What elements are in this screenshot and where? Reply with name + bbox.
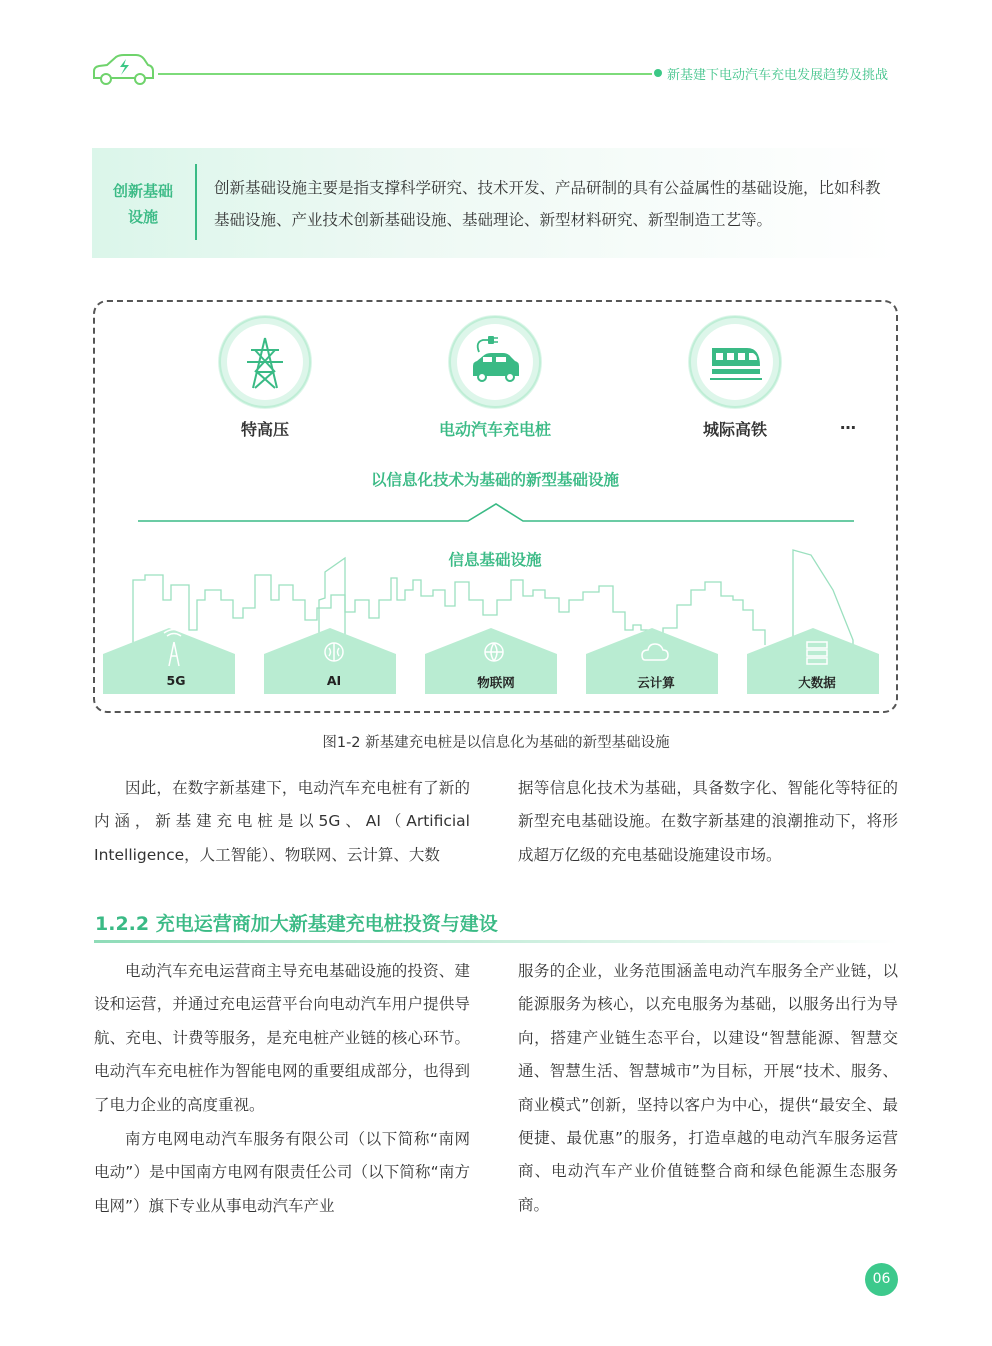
label-uhv: 特高压 [240, 420, 289, 439]
new-infrastructure-label: 以信息化技术为基础的新型基础设施 [370, 471, 619, 489]
header-rule [158, 73, 652, 75]
running-header-title: 新基建下电动汽车充电发展趋势及挑战 [667, 68, 889, 83]
definition-separator [195, 164, 197, 240]
paragraph-2-left-2: 南方电网电动汽车服务有限公司（以下简称“南网电动”）是中国南方电网有限责任公司（以下简称“南方电网”）旗下专业从事电动汽车产业 [94, 1130, 470, 1215]
house-label-ai: AI [326, 673, 342, 688]
header-bullet [654, 69, 662, 77]
section-heading: 1.2.2 充电运营商加大新基建充电桩投资与建设 [95, 913, 498, 935]
page-number: 06 [865, 1263, 898, 1296]
divider-peak-line [138, 504, 854, 521]
electric-car-icon [90, 52, 156, 88]
figure-caption: 图1-2 新基建充电桩是以信息化为基础的新型基础设施 [322, 735, 670, 751]
paragraph-1-right: 据等信息化技术为基础，具备数字化、智能化等特征的新型充电基础设施。在数字新基建的浪潮推动下，将形成超万亿级的充电基础设施建设市场。 [518, 779, 898, 864]
paragraph-2-right: 服务的企业，业务范围涵盖电动汽车服务全产业链，以能源服务为核心，以充电服务为基础，以服务出行为导向，搭建产业链生态平台，以建设“智慧能源、智慧交通、智慧生活、智慧城市”为目标，开展“技术、服务、商业模式”创新，坚持以客户为中心，提供“最安全、最便捷、最优惠”的服务，打造卓越的电动汽车服务运营商、电动汽车产业价值链整合商和绿色能源生态服务商。 [518, 962, 898, 1214]
label-intercity-rail: 城际高铁 [702, 420, 767, 439]
definition-term: 创新基础设施 [112, 182, 173, 226]
section-underline [94, 940, 898, 943]
house-label-iot: 物联网 [477, 675, 515, 690]
house-label-5g: 5G [166, 673, 186, 688]
house-label-bigdata: 大数据 [798, 675, 836, 690]
paragraph-1-left: 因此，在数字新基建下，电动汽车充电桩有了新的内涵，新基建充电桩是以5G、AI（Artificial Intelligence，人工智能）、物联网、云计算、大数 [94, 779, 470, 864]
figure-illustration [93, 300, 899, 714]
label-ellipsis: … [840, 414, 856, 433]
paragraph-2-left-1: 电动汽车充电运营商主导充电基础设施的投资、建设和运营，并通过充电运营平台向电动汽车用户提供导航、充电、计费等服务，是充电桩产业链的核心环节。电动汽车充电桩作为智能电网的重要组成部分，也得到了电力企业的高度重视。 [94, 962, 470, 1114]
label-ev-charger: 电动汽车充电桩 [438, 420, 551, 439]
house-label-cloud: 云计算 [637, 675, 675, 690]
info-infrastructure-label: 信息基础设施 [448, 551, 542, 569]
definition-text: 创新基础设施主要是指支撑科学研究、技术开发、产品研制的具有公益属性的基础设施，比如科教基础设施、产业技术创新基础设施、基础理论、新型材料研究、新型制造工艺等。 [214, 179, 881, 229]
